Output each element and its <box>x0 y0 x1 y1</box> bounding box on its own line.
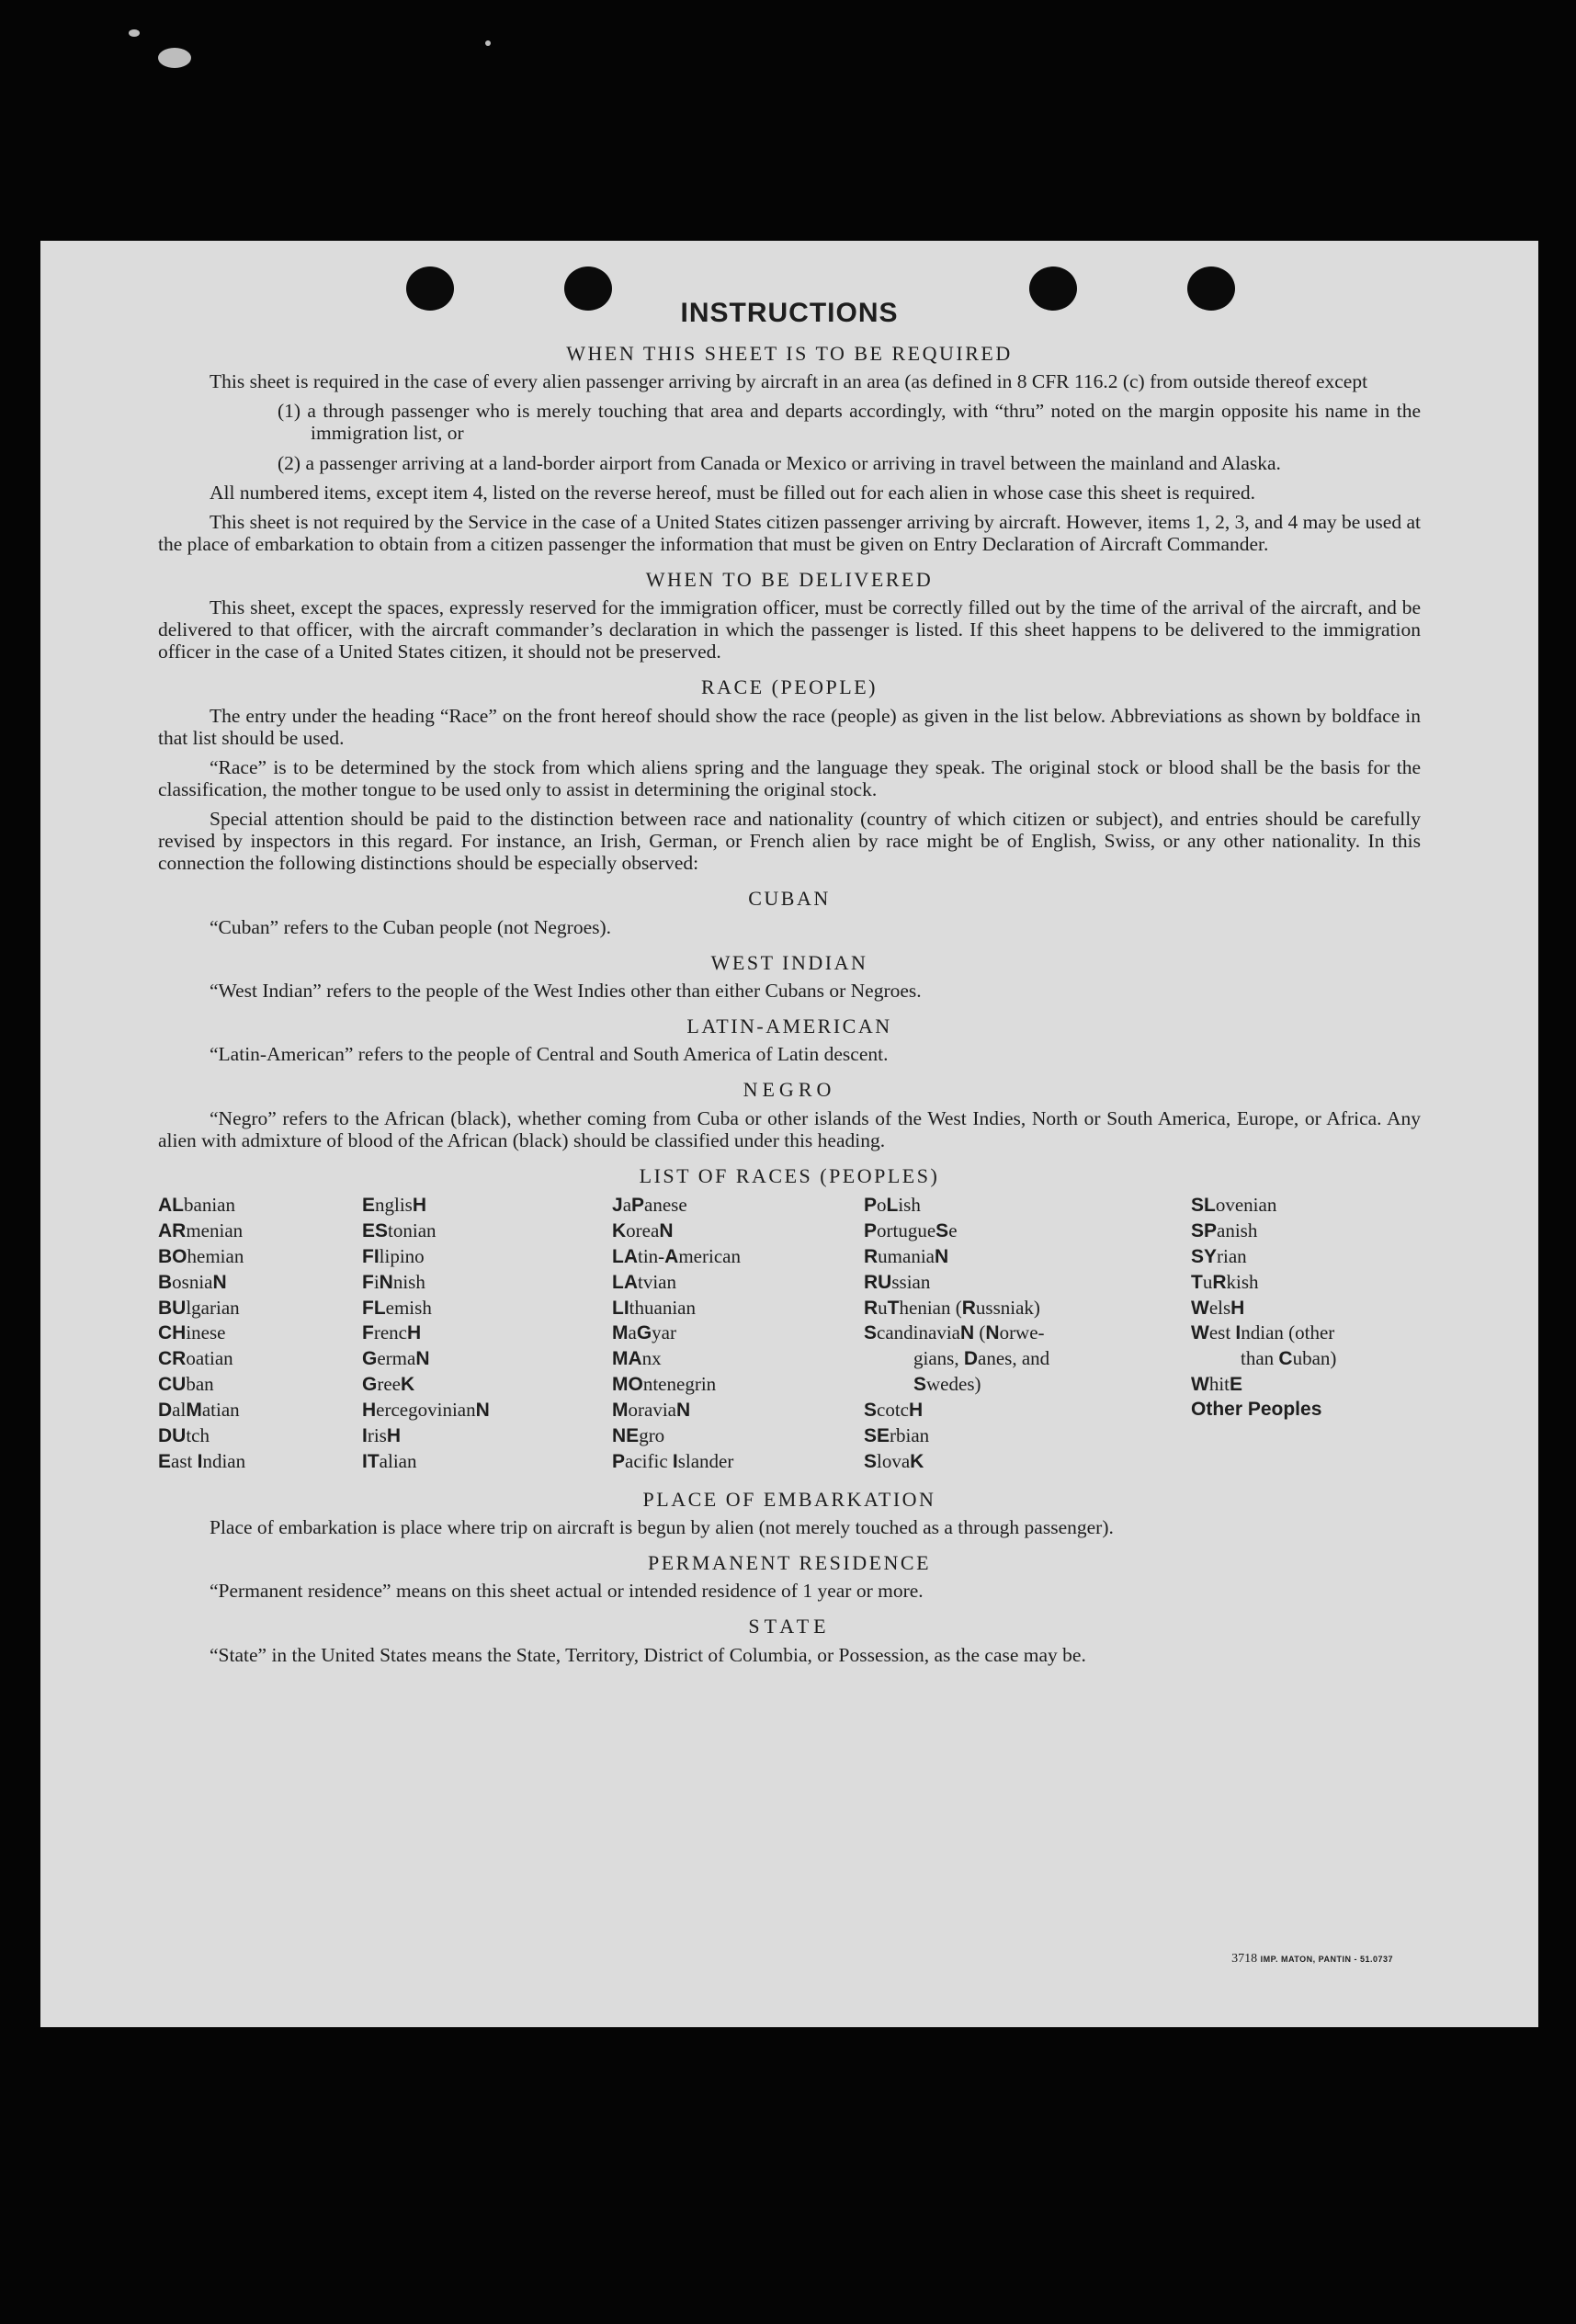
paragraph-latin-american: “Latin-American” refers to the people of Central and South America of Latin descent. <box>210 1043 889 1066</box>
race-entry: GermaN <box>362 1347 430 1370</box>
race-entry: LIthuanian <box>612 1296 696 1319</box>
race-entry: KoreaN <box>612 1219 674 1241</box>
race-entry: LAtin-American <box>612 1244 741 1267</box>
document-body <box>158 298 1421 1673</box>
race-entry-continued: than Cuban) <box>1241 1347 1337 1370</box>
paragraph-delivered: This sheet, except the spaces, expressly reserved for the immigration officer, must be correctly filled out by the time of the arrival of the aircraft, and be delivered to that officer, with the aircraft commander’s declaration in which the passenger is listed. If this sheet happens to be delivered to the immigration officer in the case of a United States citizen, it should not be preserved. <box>158 596 1421 663</box>
race-entry: DUtch <box>158 1423 210 1446</box>
heading-permanent-residence: PERMANENT RESIDENCE <box>647 1551 932 1575</box>
paragraph-west-indian: “West Indian” refers to the people of the West Indies other than either Cubans or Negroes. <box>210 979 922 1002</box>
races-list <box>158 1193 1421 1475</box>
races-column-1 <box>158 1193 362 1475</box>
race-entry: ScandinaviaN (Norwe- <box>864 1321 1045 1344</box>
races-column-5 <box>1191 1193 1421 1475</box>
heading-when-delivered: WHEN TO BE DELIVERED <box>645 567 934 591</box>
race-entry-continued: Swedes) <box>913 1373 981 1396</box>
race-entry: East Indian <box>158 1449 246 1472</box>
paragraph-citizen: This sheet is not required by the Service in the case of a United States citizen passenger arriving by aircraft. However, items 1, 2, 3, and 4 may be used at the place of embarkation to obtain from a citizen passenger the information that must be given on Entry Declaration of Aircraft Commander. <box>158 510 1421 555</box>
race-entry: IrisH <box>362 1423 402 1446</box>
race-entry: MOntenegrin <box>612 1373 717 1396</box>
paragraph-numbered-items: All numbered items, except item 4, listed on the reverse hereof, must be filled out for each alien in whose case this sheet is required. <box>210 481 1255 504</box>
race-entry: PoLish <box>864 1194 921 1217</box>
race-entry: RumaniaN <box>864 1244 949 1267</box>
race-entry: ARmenian <box>158 1219 244 1241</box>
exception-item-2: (2) a passenger arriving at a land-border airport from Canada or Mexico or arriving in travel between the mainland and Alaska. <box>278 451 1281 474</box>
race-entry: Pacific Islander <box>612 1449 734 1472</box>
heading-when-required: WHEN THIS SHEET IS TO BE REQUIRED <box>566 342 1013 365</box>
paragraph-race-entry: The entry under the heading “Race” on the front hereof should show the race (people) as given in the list below. Abbreviations as shown by boldface in that list should be used. <box>158 704 1421 749</box>
heading-list-of-races: LIST OF RACES (PEOPLES) <box>639 1163 940 1187</box>
paragraph-embarkation: Place of embarkation is place where trip on aircraft is begun by alien (not merely touched as a through passenger). <box>210 1516 1114 1539</box>
race-entry: EnglisH <box>362 1194 427 1217</box>
races-column-4 <box>864 1193 1191 1475</box>
race-entry-continued: gians, Danes, and <box>913 1347 1050 1370</box>
race-entry: FiNnish <box>362 1270 425 1293</box>
race-entry: RUssian <box>864 1270 931 1293</box>
race-entry: RuThenian (Russniak) <box>864 1296 1040 1319</box>
paragraph-race-stock: “Race” is to be determined by the stock from which aliens spring and the language they speak. The original stock or blood shall be the basis for the classification, the mother tongue to be used only to assist in determining the original stock. <box>158 755 1421 800</box>
race-entry: CHinese <box>158 1321 226 1344</box>
race-entry: SErbian <box>864 1423 930 1446</box>
races-column-3 <box>612 1193 864 1475</box>
race-entry: TuRkish <box>1191 1270 1259 1293</box>
race-entry: LAtvian <box>612 1270 676 1293</box>
race-entry: BUlgarian <box>158 1296 240 1319</box>
instruction-sheet <box>40 241 1538 2027</box>
race-entry: GreeK <box>362 1373 415 1396</box>
paragraph-state: “State” in the United States means the State, Territory, District of Columbia, or Possession, as the case may be. <box>210 1643 1086 1666</box>
paragraph-negro: “Negro” refers to the African (black), whether coming from Cuba or other islands of the West Indies, North or South America, Europe, or Africa. Any alien with admixture of blood of the African (black) should be classified under this heading. <box>158 1106 1421 1151</box>
race-entry: Other Peoples <box>1191 1399 1322 1421</box>
race-entry: ScotcH <box>864 1399 924 1422</box>
form-footer <box>1231 1952 1393 1967</box>
heading-latin-american: LATIN-AMERICAN <box>686 1014 892 1037</box>
heading-negro: NEGRO <box>743 1078 836 1102</box>
form-number: 3718 <box>1231 1952 1258 1966</box>
heading-cuban: CUBAN <box>748 887 831 911</box>
race-entry: WelsH <box>1191 1296 1245 1319</box>
race-entry: BOhemian <box>158 1244 244 1267</box>
race-entry: SYrian <box>1191 1244 1247 1267</box>
race-entry: FrencH <box>362 1321 422 1344</box>
paragraph-required: This sheet is required in the case of every alien passenger arriving by aircraft in an area (as defined in 8 CFR 116.2 (c) from outside thereof except <box>210 370 1368 393</box>
race-entry: FIlipino <box>362 1244 425 1267</box>
paragraph-cuban: “Cuban” refers to the Cuban people (not Negroes). <box>210 915 612 938</box>
race-entry: WhitE <box>1191 1373 1243 1396</box>
page-title: INSTRUCTIONS <box>680 298 899 328</box>
race-entry: ALbanian <box>158 1194 235 1217</box>
race-entry: SLovenian <box>1191 1194 1277 1217</box>
race-entry: EStonian <box>362 1219 437 1241</box>
heading-embarkation: PLACE OF EMBARKATION <box>642 1487 936 1511</box>
exception-item-1: (1) a through passenger who is merely touching that area and departs accordingly, with “thru” noted on the margin opposite his name in the immigration list, or <box>278 400 1421 445</box>
heading-race: RACE (PEOPLE) <box>701 675 878 699</box>
heading-state: STATE <box>748 1615 831 1638</box>
printer-imprint: IMP. MATON, PANTIN - 51.0737 <box>1260 1955 1393 1964</box>
race-entry: SPanish <box>1191 1219 1258 1241</box>
paragraph-race-distinction: Special attention should be paid to the distinction between race and nationality (country of which citizen or subject), and entries should be carefully revised by inspectors in this regard. For instance, an Irish, German, or French alien by race might be of English, Swiss, or any other nationality. In this connection the following distinctions should be especially observed: <box>158 807 1421 875</box>
race-entry: PortugueSe <box>864 1219 958 1241</box>
paragraph-permanent-residence: “Permanent residence” means on this sheet actual or intended residence of 1 year or more. <box>210 1580 924 1603</box>
race-entry: JaPanese <box>612 1194 687 1217</box>
race-entry: NEgro <box>612 1423 665 1446</box>
race-entry: CRoatian <box>158 1347 233 1370</box>
race-entry: FLemish <box>362 1296 432 1319</box>
race-entry: West Indian (other <box>1191 1321 1335 1344</box>
race-entry: ITalian <box>362 1449 417 1472</box>
races-column-2 <box>362 1193 612 1475</box>
race-entry: SlovaK <box>864 1449 924 1472</box>
race-entry: DalMatian <box>158 1399 240 1422</box>
race-entry: CUban <box>158 1373 214 1396</box>
race-entry: MoraviaN <box>612 1399 691 1422</box>
dust-speck <box>485 40 491 46</box>
dust-speck <box>158 48 191 68</box>
race-entry: MAnx <box>612 1347 662 1370</box>
dust-speck <box>129 29 140 37</box>
race-entry: HercegovinianN <box>362 1399 490 1422</box>
race-entry: BosniaN <box>158 1270 227 1293</box>
race-entry: MaGyar <box>612 1321 676 1344</box>
heading-west-indian: WEST INDIAN <box>710 950 868 974</box>
